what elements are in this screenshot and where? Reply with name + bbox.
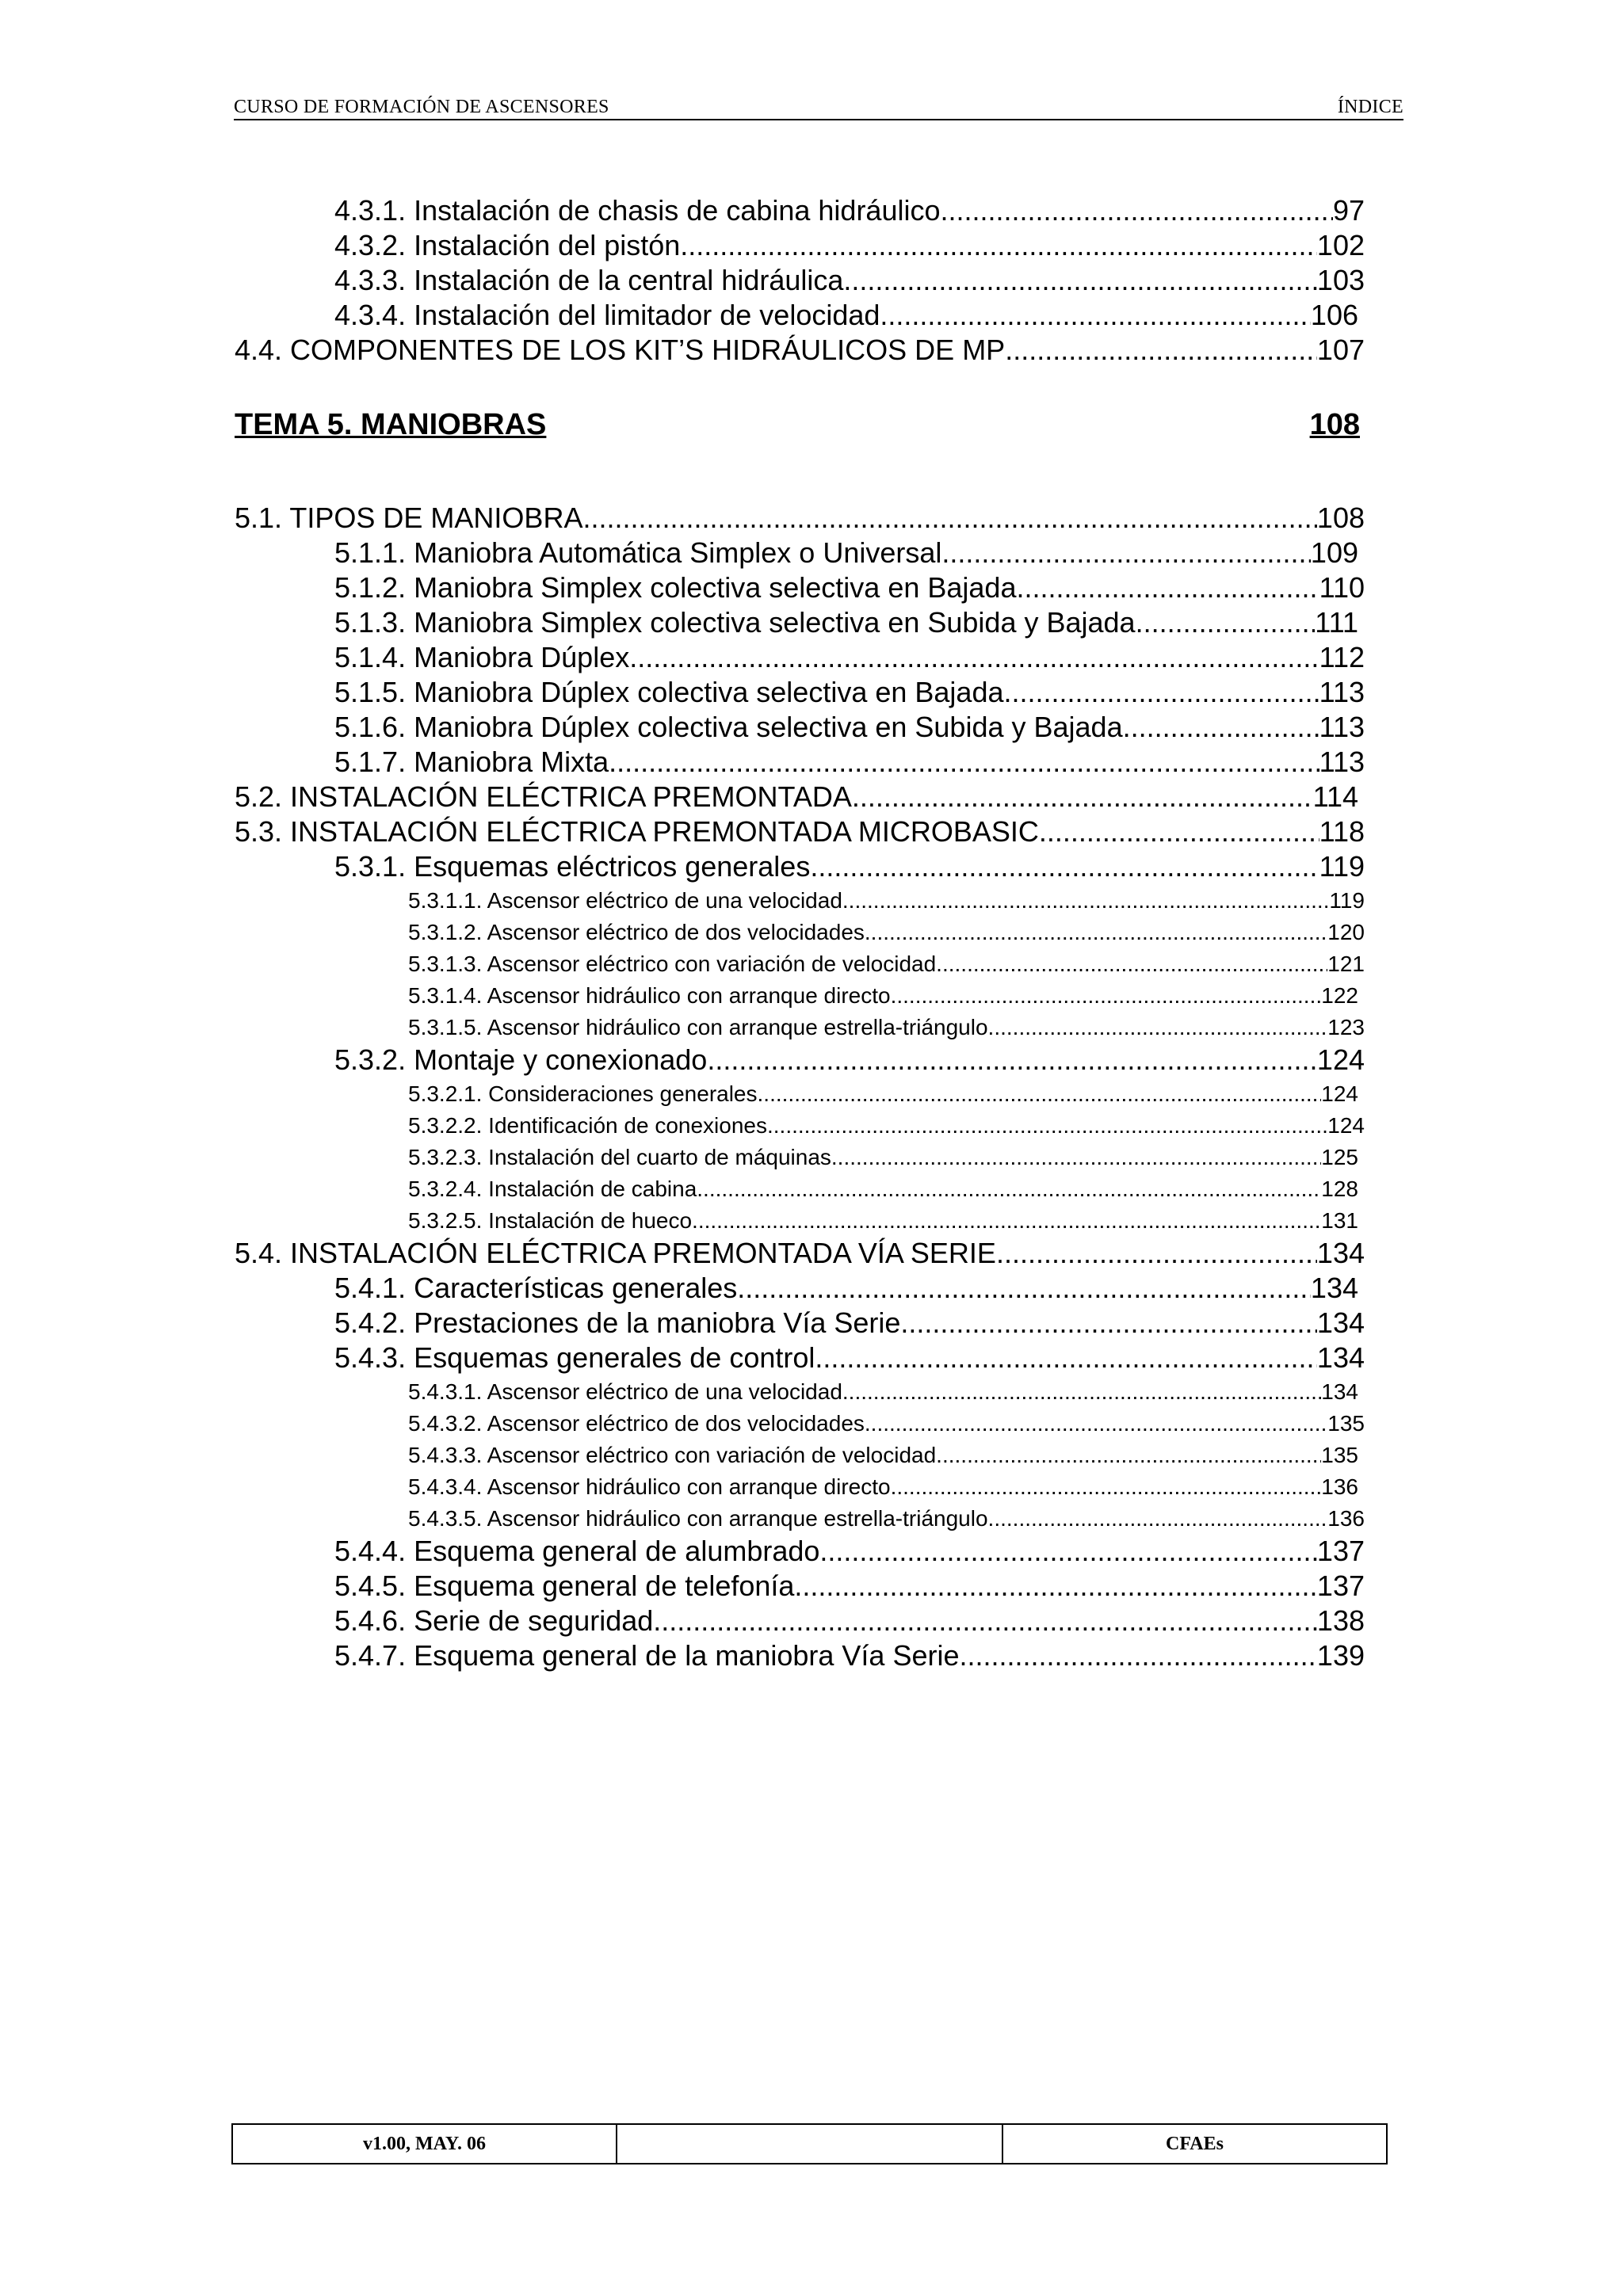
- toc-entry[interactable]: 5.1.1. Maniobra Automática Simplex o Universal ..... 109: [334, 536, 1358, 570]
- toc-entry[interactable]: 5.4.3.3. Ascensor eléctrico con variación de velocidad ..... 135: [408, 1443, 1358, 1468]
- toc-entry[interactable]: 5.1.7. Maniobra Mixta ..... 113: [334, 746, 1365, 779]
- toc-entry[interactable]: 5.4.4. Esquema general de alumbrado ..... 137: [334, 1535, 1365, 1568]
- toc-entry[interactable]: 5.3.2.3. Instalación del cuarto de máquinas ..... 125: [408, 1145, 1358, 1170]
- toc-entry[interactable]: 5.3.2.4. Instalación de cabina ..... 128: [408, 1177, 1358, 1202]
- toc-entry[interactable]: 5.4.1. Características generales ..... 134: [334, 1272, 1358, 1305]
- chapter-page: 108: [1309, 408, 1360, 441]
- toc-entry[interactable]: 5.3.2.5. Instalación de hueco ..... 131: [408, 1208, 1358, 1234]
- toc-entry[interactable]: 5.2. INSTALACIÓN ELÉCTRICA PREMONTADA ..... 114: [235, 780, 1358, 814]
- toc-entry[interactable]: 5.3.1.2. Ascensor eléctrico de dos velocidades ..... 120: [408, 920, 1365, 945]
- toc-entry[interactable]: 5.3.1.5. Ascensor hidráulico con arranque estrella-triángulo ..... 123: [408, 1015, 1365, 1040]
- toc-entry[interactable]: 5.3.2. Montaje y conexionado ..... 124: [334, 1043, 1365, 1077]
- toc-entry[interactable]: 4.3.3. Instalación de la central hidráulica ..... 103: [334, 264, 1365, 297]
- toc-entry[interactable]: 4.3.1. Instalación de chasis de cabina hidráulico ..... 97: [334, 194, 1365, 227]
- toc-entry[interactable]: 5.4.2. Prestaciones de la maniobra Vía Serie ..... 134: [334, 1306, 1365, 1340]
- toc-entry[interactable]: 5.1.3. Maniobra Simplex colectiva selectiva en Subida y Bajada ..... 111: [334, 606, 1358, 639]
- toc-entry[interactable]: 4.3.2. Instalación del pistón ..... 102: [334, 229, 1365, 262]
- toc-entry[interactable]: 5.3.2.1. Consideraciones generales ..... 124: [408, 1081, 1358, 1107]
- header-section-title: ÍNDICE: [1337, 97, 1403, 117]
- toc-entry[interactable]: 4.4. COMPONENTES DE LOS KIT’S HIDRÁULICOS DE MP ..... 107: [235, 334, 1365, 367]
- toc-entry[interactable]: 5.1.6. Maniobra Dúplex colectiva selectiva en Subida y Bajada ..... 113: [334, 711, 1365, 744]
- toc-entry[interactable]: 5.4.3.2. Ascensor eléctrico de dos velocidades ..... 135: [408, 1411, 1365, 1436]
- toc-entry[interactable]: 5.4.5. Esquema general de telefonía ..... 137: [334, 1569, 1365, 1603]
- toc-entry[interactable]: 5.3. INSTALACIÓN ELÉCTRICA PREMONTADA MICROBASIC ..... 118: [235, 815, 1365, 849]
- page-header: [234, 95, 1403, 120]
- toc-entry[interactable]: 5.3.1.3. Ascensor eléctrico con variación de velocidad ..... 121: [408, 952, 1365, 977]
- header-course-title: CURSO DE FORMACIÓN DE ASCENSORES: [234, 97, 609, 117]
- footer-organization: CFAEs: [1166, 2133, 1224, 2154]
- toc-entry[interactable]: 5.4.7. Esquema general de la maniobra Vía Serie ..... 139: [334, 1639, 1365, 1672]
- toc-entry[interactable]: 5.1.5. Maniobra Dúplex colectiva selectiva en Bajada ..... 113: [334, 676, 1365, 709]
- footer-version: v1.00, MAY. 06: [233, 2125, 617, 2163]
- toc-entry[interactable]: 5.3.2.2. Identificación de conexiones ..... 124: [408, 1113, 1365, 1138]
- toc-entry[interactable]: 5.4.3.1. Ascensor eléctrico de una velocidad ..... 134: [408, 1379, 1358, 1405]
- footer-blank-cell: [617, 2125, 1003, 2163]
- toc-entry[interactable]: 5.1. TIPOS DE MANIOBRA ..... 108: [235, 502, 1365, 535]
- toc-entry[interactable]: 5.1.2. Maniobra Simplex colectiva selectiva en Bajada ..... 110: [334, 571, 1365, 605]
- toc-entry[interactable]: 5.1.4. Maniobra Dúplex ..... 112: [334, 641, 1365, 674]
- toc-entry[interactable]: 5.4.3. Esquemas generales de control ..... 134: [334, 1341, 1365, 1375]
- toc-entry[interactable]: 5.3.1. Esquemas eléctricos generales ..... 119: [334, 850, 1365, 883]
- toc-entry[interactable]: 5.4. INSTALACIÓN ELÉCTRICA PREMONTADA VÍA SERIE ..... 134: [235, 1237, 1365, 1270]
- toc-entry[interactable]: 5.3.1.4. Ascensor hidráulico con arranque directo ..... 122: [408, 983, 1358, 1009]
- toc-entry[interactable]: 5.4.3.4. Ascensor hidráulico con arranque directo ..... 136: [408, 1474, 1358, 1500]
- chapter-title: TEMA 5. MANIOBRAS: [235, 408, 547, 441]
- toc-entry[interactable]: 4.3.4. Instalación del limitador de velocidad ..... 106: [334, 299, 1358, 332]
- toc-entry[interactable]: 5.4.3.5. Ascensor hidráulico con arranque estrella-triángulo ..... 136: [408, 1506, 1365, 1531]
- chapter-heading[interactable]: [235, 408, 1360, 442]
- page-footer: [231, 2123, 1388, 2164]
- toc-entry[interactable]: 5.4.6. Serie de seguridad ..... 138: [334, 1604, 1365, 1638]
- toc-entry[interactable]: 5.3.1.1. Ascensor eléctrico de una velocidad ..... 119: [408, 888, 1365, 913]
